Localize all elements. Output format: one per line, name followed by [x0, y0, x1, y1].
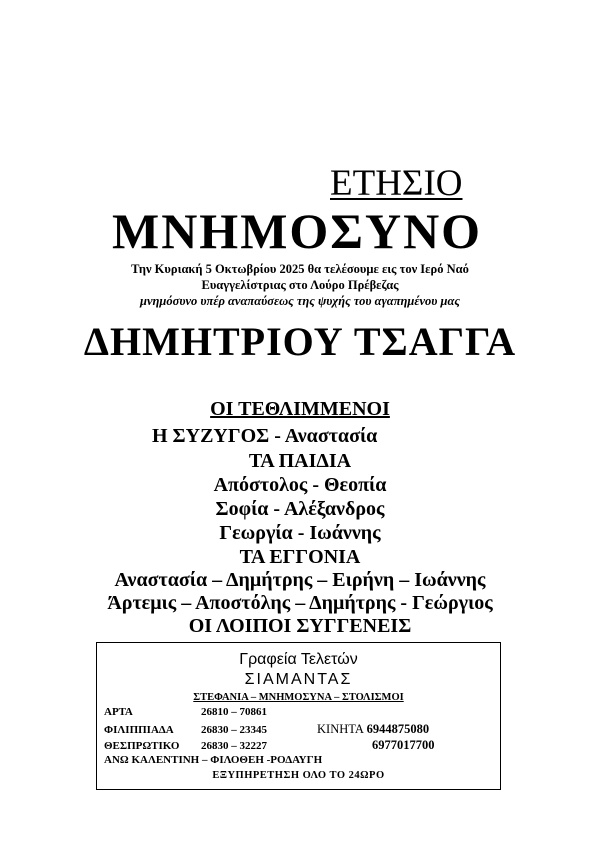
ad-service-hours: ΕΞΥΠΗΡΕΤΗΣΗ ΟΛΟ ΤΟ 24ΩΡΟ — [212, 770, 385, 781]
ad-services: ΣΤΕΦΑΝΙΑ – ΜΝΗΜΟΣΥΝΑ – ΣΤΟΛΙΣΜΟΙ — [193, 692, 404, 703]
mourners-children-heading: ΤΑ ΠΑΙΔΙΑ — [248, 450, 352, 472]
ad-phone-row — [104, 706, 317, 718]
funeral-home-ad — [96, 642, 501, 790]
mourners-other-relatives: ΟΙ ΛΟΙΠΟΙ ΣΥΓΓΕΝΕΙΣ — [188, 615, 412, 637]
announcement-line-3: μνημόσυνο υπέρ αναπαύσεως της ψυχής του αγαπημένου μας — [140, 294, 460, 308]
ad-business-name: ΣΙΑΜΑΝΤΑΣ — [244, 671, 353, 688]
ad-phone: 26810 – 70861 — [201, 706, 267, 718]
memorial-heading: ΜΝΗΜΟΣΥΝΟ — [112, 203, 483, 259]
deceased-name: ΔΗΜΗΤΡΙΟΥ ΤΣΑΓΓΑ — [83, 319, 517, 364]
ad-city: ΘΕΣΠΡΩΤΙΚΟ — [104, 740, 180, 752]
mourners-grandchildren-heading: ΤΑ ΕΓΓΟΝΙΑ — [239, 546, 361, 568]
ad-address: ΑΝΩ ΚΑΛΕΝΤΙΝΗ – ΦΙΛΟΘΕΗ -ΡΟΔΑΥΓΗ — [104, 754, 323, 766]
ad-mobile: 6977017700 — [372, 738, 435, 752]
ad-city: ΦΙΛΙΠΠΙΑΔΑ — [104, 724, 174, 736]
mourner-child-line: Σοφία - Αλέξανδρος — [215, 498, 385, 520]
ad-mobile: 6944875080 — [366, 722, 430, 736]
ad-title: Γραφεία Τελετών — [239, 651, 358, 668]
mourner-spouse: Η ΣΥΖΥΓΟΣ - Αναστασία — [152, 425, 378, 447]
ad-phone-row — [104, 738, 435, 753]
mourner-child-line: Απόστολος - Θεοπία — [213, 474, 387, 496]
ad-phone-row — [104, 722, 429, 737]
ad-phone: 26830 – 32227 — [201, 740, 267, 752]
ad-phone: 26830 – 23345 — [201, 724, 267, 736]
announcement-line-2: Ευαγγελίστριας στο Λούρο Πρέβεζας — [201, 278, 399, 292]
announcement-line-1: Την Κυριακή 5 Οκτωβρίου 2025 θα τελέσουμε εις τον Ιερό Ναό — [131, 262, 469, 276]
ad-city: ΑΡΤΑ — [104, 706, 133, 718]
ad-mobile-label: ΚΙΝΗΤΑ — [317, 722, 364, 736]
mourner-grandchildren-line: Αναστασία – Δημήτρης – Ειρήνη – Ιωάννης — [114, 569, 486, 591]
mourner-child-line: Γεωργία - Ιωάννης — [219, 522, 381, 544]
annual-heading: ΕΤΗΣΙΟ — [330, 163, 463, 204]
mourners-heading: ΟΙ ΤΕΘΛΙΜΜΕΝΟΙ — [210, 398, 390, 420]
mourner-grandchildren-line: Άρτεμις – Αποστόλης – Δημήτρης - Γεώργιος — [107, 592, 493, 614]
